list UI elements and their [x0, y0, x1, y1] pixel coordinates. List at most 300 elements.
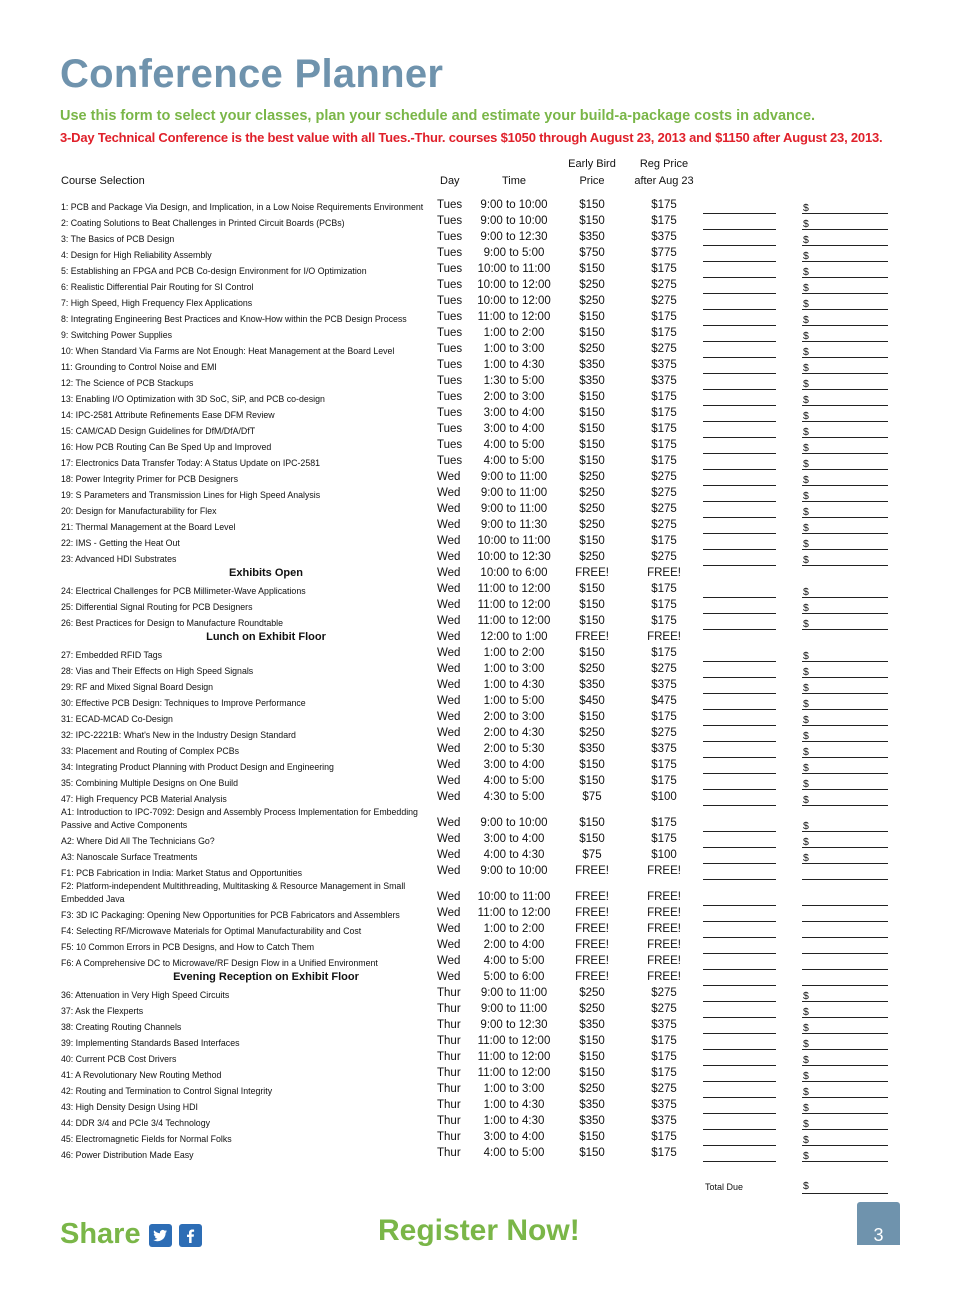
reg-price: $275	[651, 987, 677, 999]
course-time: 11:00 to 12:00	[477, 1067, 551, 1079]
early-bird-price: $150	[579, 327, 605, 339]
cost-dollar-sign: $	[803, 1118, 809, 1130]
table-row	[0, 614, 960, 630]
course-name: 44: DDR 3/4 and PCIe 3/4 Technology	[61, 1117, 210, 1128]
course-time: 10:00 to 6:00	[480, 567, 548, 579]
course-day: Wed	[437, 759, 461, 771]
twitter-icon[interactable]	[149, 1224, 172, 1247]
reg-price: $275	[651, 503, 677, 515]
course-time: 9:00 to 11:00	[480, 471, 548, 483]
course-time: 1:00 to 3:00	[483, 343, 545, 355]
course-time: 10:00 to 12:00	[477, 279, 551, 291]
reg-price: $175	[651, 423, 677, 435]
early-bird-price: $75	[582, 849, 602, 861]
page-title: Conference Planner	[60, 52, 444, 96]
course-name: 14: IPC-2581 Attribute Refinements Ease DFM Review	[61, 409, 275, 420]
cost-dollar-sign: $	[803, 250, 809, 262]
early-bird-price: $250	[579, 1083, 605, 1095]
cost-dollar-sign: $	[803, 458, 809, 470]
early-bird-price: $350	[579, 1115, 605, 1127]
course-time: 1:00 to 2:00	[483, 327, 545, 339]
reg-price: $275	[651, 1003, 677, 1015]
course-name: 20: Design for Manufacturability for Flex	[61, 505, 217, 516]
early-bird-price: $250	[579, 295, 605, 307]
reg-price: $175	[651, 583, 677, 595]
course-time: 4:00 to 4:30	[483, 849, 545, 861]
reg-price: $175	[651, 439, 677, 451]
event-name: Exhibits Open	[229, 567, 303, 579]
course-day: Thur	[437, 1131, 461, 1143]
early-bird-price: $150	[579, 1067, 605, 1079]
early-bird-price: $150	[579, 817, 605, 829]
reg-price: $375	[651, 679, 677, 691]
course-day: Wed	[437, 775, 461, 787]
course-name: 12: The Science of PCB Stackups	[61, 377, 194, 388]
early-bird-price: $150	[579, 311, 605, 323]
reg-price: $175	[651, 1147, 677, 1159]
reg-price: $475	[651, 695, 677, 707]
table-row	[0, 342, 960, 358]
course-day: Wed	[437, 615, 461, 627]
cost-dollar-sign: $	[803, 1150, 809, 1162]
table-row	[0, 310, 960, 326]
event-name: Lunch on Exhibit Floor	[206, 631, 326, 643]
course-day: Thur	[437, 1099, 461, 1111]
early-bird-price: $150	[579, 1131, 605, 1143]
early-bird-price: $150	[579, 599, 605, 611]
header-early-price: Price	[579, 175, 605, 187]
cost-dollar-sign: $	[803, 778, 809, 790]
page-number: 3	[857, 1202, 900, 1245]
header-course-selection: Course Selection	[61, 175, 145, 187]
early-bird-price: FREE!	[575, 865, 609, 877]
early-bird-price: $150	[579, 439, 605, 451]
register-now-link[interactable]: Register Now!	[378, 1214, 580, 1247]
course-name: F3: 3D IC Packaging: Opening New Opportunities for PCB Fabricators and Assemblers	[61, 909, 400, 920]
course-time: 3:00 to 4:00	[483, 423, 545, 435]
early-bird-price: FREE!	[575, 891, 609, 903]
course-day: Tues	[437, 327, 463, 339]
table-row	[0, 1050, 960, 1066]
table-row	[0, 1114, 960, 1130]
course-time: 1:00 to 4:30	[483, 1099, 545, 1111]
course-day: Wed	[437, 891, 461, 903]
early-bird-price: $150	[579, 759, 605, 771]
course-name: 15: CAM/CAD Design Guidelines for DfM/DfA/DfT	[61, 425, 256, 436]
course-time: 4:00 to 5:00	[483, 955, 545, 967]
early-bird-price: $150	[579, 535, 605, 547]
cost-dollar-sign: $	[803, 714, 809, 726]
course-time: 9:00 to 10:00	[480, 865, 548, 877]
course-day: Wed	[437, 791, 461, 803]
cost-dollar-sign: $	[803, 378, 809, 390]
course-day: Wed	[437, 535, 461, 547]
course-day: Tues	[437, 263, 463, 275]
course-time: 10:00 to 11:00	[477, 535, 551, 547]
event-row	[0, 970, 960, 986]
course-name: 34: Integrating Product Planning with Product Design and Engineering	[61, 761, 334, 772]
course-time: 9:00 to 12:30	[480, 231, 548, 243]
early-bird-price: FREE!	[575, 567, 609, 579]
early-bird-price: $350	[579, 1099, 605, 1111]
course-day: Thur	[437, 1115, 461, 1127]
table-row	[0, 390, 960, 406]
course-day: Tues	[437, 311, 463, 323]
cost-dollar-sign: $	[803, 538, 809, 550]
cost-dollar-sign: $	[803, 618, 809, 630]
course-day: Wed	[437, 711, 461, 723]
cost-dollar-sign: $	[803, 426, 809, 438]
reg-price: $175	[651, 199, 677, 211]
course-name: 36: Attenuation in Very High Speed Circuits	[61, 989, 230, 1000]
course-time: 11:00 to 12:00	[477, 1035, 551, 1047]
table-row	[0, 906, 960, 922]
early-bird-price: $150	[579, 199, 605, 211]
course-name: 39: Implementing Standards Based Interfaces	[61, 1037, 240, 1048]
reg-price: $275	[651, 663, 677, 675]
cost-dollar-sign: $	[803, 202, 809, 214]
course-time: 11:00 to 12:00	[477, 583, 551, 595]
reg-price: $100	[651, 849, 677, 861]
cost-dollar-sign: $	[803, 1038, 809, 1050]
course-name: 45: Electromagnetic Fields for Normal Folks	[61, 1133, 232, 1144]
course-time: 1:00 to 4:30	[483, 679, 545, 691]
early-bird-price: $150	[579, 1147, 605, 1159]
reg-price: $175	[651, 833, 677, 845]
reg-price: $175	[651, 455, 677, 467]
course-time: 1:00 to 2:00	[483, 923, 545, 935]
reg-price: $275	[651, 1083, 677, 1095]
reg-price: $375	[651, 231, 677, 243]
table-row	[0, 986, 960, 1002]
reg-price: $375	[651, 1099, 677, 1111]
table-row	[0, 454, 960, 470]
course-name: 6: Realistic Differential Pair Routing for SI Control	[61, 281, 254, 292]
table-row	[0, 550, 960, 566]
course-time: 10:00 to 11:00	[477, 891, 551, 903]
course-day: Tues	[437, 199, 463, 211]
course-day: Wed	[437, 487, 461, 499]
course-name: 7: High Speed, High Frequency Flex Applications	[61, 297, 253, 308]
early-bird-price: $150	[579, 833, 605, 845]
early-bird-price: FREE!	[575, 939, 609, 951]
course-time: 11:00 to 12:00	[477, 615, 551, 627]
table-row	[0, 758, 960, 774]
reg-price: $275	[651, 343, 677, 355]
course-day: Tues	[437, 391, 463, 403]
course-day: Tues	[437, 423, 463, 435]
early-bird-price: $150	[579, 711, 605, 723]
course-name: F2: Platform-independent Multithreading, Multitasking & Resource Management in Small Embedded Java	[61, 881, 406, 904]
table-row	[0, 502, 960, 518]
course-time: 1:00 to 2:00	[483, 647, 545, 659]
early-bird-price: FREE!	[575, 907, 609, 919]
cost-dollar-sign: $	[803, 442, 809, 454]
table-row	[0, 922, 960, 938]
course-time: 1:00 to 4:30	[483, 1115, 545, 1127]
early-bird-price: $150	[579, 215, 605, 227]
cost-dollar-sign: $	[803, 794, 809, 806]
course-name: 27: Embedded RFID Tags	[61, 649, 163, 660]
course-time: 12:00 to 1:00	[480, 631, 548, 643]
reg-price: $175	[651, 759, 677, 771]
early-bird-price: $350	[579, 359, 605, 371]
cost-dollar-sign: $	[803, 836, 809, 848]
course-time: 9:00 to 11:00	[480, 1003, 548, 1015]
course-day: Wed	[437, 679, 461, 691]
course-name: 35: Combining Multiple Designs on One Build	[61, 777, 239, 788]
course-day: Wed	[437, 923, 461, 935]
table-row	[0, 406, 960, 422]
early-bird-price: $250	[579, 1003, 605, 1015]
table-row	[0, 1066, 960, 1082]
course-name: A3: Nanoscale Surface Treatments	[61, 851, 198, 862]
cost-dollar-sign: $	[803, 394, 809, 406]
cost-dollar-sign: $	[803, 1086, 809, 1098]
course-day: Wed	[437, 471, 461, 483]
early-bird-price: $250	[579, 487, 605, 499]
course-name: 38: Creating Routing Channels	[61, 1021, 182, 1032]
cost-dollar-sign: $	[803, 762, 809, 774]
table-row	[0, 374, 960, 390]
early-bird-price: $150	[579, 423, 605, 435]
cost-field[interactable]	[802, 1161, 888, 1162]
cost-dollar-sign: $	[803, 266, 809, 278]
course-day: Wed	[437, 817, 461, 829]
reg-price: $175	[651, 311, 677, 323]
course-name: 9: Switching Power Supplies	[61, 329, 172, 340]
table-row	[0, 188, 960, 214]
reg-price: $375	[651, 1115, 677, 1127]
course-day: Wed	[437, 695, 461, 707]
course-day: Thur	[437, 987, 461, 999]
cost-dollar-sign: $	[803, 1054, 809, 1066]
course-name: 21: Thermal Management at the Board Level	[61, 521, 236, 532]
course-name: 43: High Density Design Using HDI	[61, 1101, 198, 1112]
header-time: Time	[501, 175, 527, 187]
offer-text: 3-Day Technical Conference is the best value with all Tues.-Thur. courses $1050 through August 23, 2013 and $1150 after August 23, 2013.	[60, 130, 883, 145]
course-day: Thur	[437, 1035, 461, 1047]
course-name: F1: PCB Fabrication in India: Market Status and Opportunities	[61, 867, 303, 878]
event-name: Evening Reception on Exhibit Floor	[173, 971, 359, 983]
early-bird-price: $350	[579, 375, 605, 387]
cost-dollar-sign: $	[803, 666, 809, 678]
course-time: 4:00 to 5:00	[483, 1147, 545, 1159]
course-day: Wed	[437, 583, 461, 595]
course-time: 9:00 to 10:00	[480, 215, 548, 227]
early-bird-price: $350	[579, 1019, 605, 1031]
header-early-bird: Early Bird	[568, 158, 616, 170]
subtitle: Use this form to select your classes, plan your schedule and estimate your build-a-package costs in advance.	[60, 108, 816, 124]
reg-price: $375	[651, 1019, 677, 1031]
course-name: 24: Electrical Challenges for PCB Millimeter-Wave Applications	[61, 585, 306, 596]
table-row	[0, 1082, 960, 1098]
table-row	[0, 774, 960, 790]
selection-field[interactable]	[703, 1161, 776, 1162]
cost-dollar-sign: $	[803, 522, 809, 534]
course-time: 3:00 to 4:00	[483, 833, 545, 845]
reg-price: FREE!	[647, 567, 681, 579]
reg-price: $175	[651, 407, 677, 419]
reg-price: $175	[651, 1035, 677, 1047]
reg-price: $175	[651, 711, 677, 723]
reg-price: $175	[651, 1131, 677, 1143]
cost-dollar-sign: $	[803, 586, 809, 598]
table-row	[0, 598, 960, 614]
course-day: Tues	[437, 359, 463, 371]
course-day: Wed	[437, 631, 461, 643]
cost-dollar-sign: $	[803, 506, 809, 518]
cost-dollar-sign: $	[803, 1070, 809, 1082]
header-after-aug: after Aug 23	[634, 175, 694, 187]
cost-dollar-sign: $	[803, 218, 809, 230]
course-name: A2: Where Did All The Technicians Go?	[61, 835, 215, 846]
early-bird-price: $250	[579, 503, 605, 515]
course-time: 9:00 to 10:00	[480, 817, 548, 829]
early-bird-price: $150	[579, 1035, 605, 1047]
course-day: Thur	[437, 1019, 461, 1031]
cost-dollar-sign: $	[803, 330, 809, 342]
course-name: 30: Effective PCB Design: Techniques to Improve Performance	[61, 697, 306, 708]
early-bird-price: $750	[579, 247, 605, 259]
course-day: Wed	[437, 519, 461, 531]
course-name: 2: Coating Solutions to Beat Challenges in Printed Circuit Boards (PCBs)	[61, 217, 345, 228]
reg-price: $375	[651, 375, 677, 387]
table-row	[0, 1146, 960, 1162]
course-time: 3:00 to 4:00	[483, 759, 545, 771]
course-name: 13: Enabling I/O Optimization with 3D SoC, SiP, and PCB co-design	[61, 393, 325, 404]
table-row	[0, 726, 960, 742]
course-time: 9:00 to 11:30	[480, 519, 548, 531]
table-row	[0, 1002, 960, 1018]
course-name: 16: How PCB Routing Can Be Sped Up and Improved	[61, 441, 272, 452]
table-row	[0, 438, 960, 454]
course-day: Wed	[437, 939, 461, 951]
facebook-icon[interactable]	[179, 1224, 202, 1247]
reg-price: FREE!	[647, 891, 681, 903]
early-bird-price: $250	[579, 727, 605, 739]
cost-dollar-sign: $	[803, 682, 809, 694]
total-due-dollar: $	[803, 1180, 809, 1192]
course-day: Tues	[437, 407, 463, 419]
course-name: F5: 10 Common Errors in PCB Designs, and How to Catch Them	[61, 941, 315, 952]
course-day: Wed	[437, 907, 461, 919]
course-time: 3:00 to 4:00	[483, 407, 545, 419]
header-day: Day	[440, 175, 460, 187]
cost-dollar-sign: $	[803, 746, 809, 758]
event-row	[0, 566, 960, 582]
reg-price: $275	[651, 279, 677, 291]
course-name: 3: The Basics of PCB Design	[61, 233, 175, 244]
early-bird-price: FREE!	[575, 955, 609, 967]
course-name: 32: IPC-2221B: What's New in the Industry Design Standard	[61, 729, 296, 740]
course-name: 33: Placement and Routing of Complex PCBs	[61, 745, 239, 756]
early-bird-price: FREE!	[575, 923, 609, 935]
course-time: 4:30 to 5:00	[483, 791, 545, 803]
total-due-field[interactable]	[802, 1193, 888, 1194]
table-row	[0, 864, 960, 880]
cost-dollar-sign: $	[803, 1022, 809, 1034]
early-bird-price: $150	[579, 583, 605, 595]
early-bird-price: $350	[579, 743, 605, 755]
reg-price: $175	[651, 263, 677, 275]
cost-dollar-sign: $	[803, 1006, 809, 1018]
course-day: Wed	[437, 727, 461, 739]
course-day: Wed	[437, 833, 461, 845]
reg-price: FREE!	[647, 907, 681, 919]
early-bird-price: $250	[579, 519, 605, 531]
course-time: 10:00 to 11:00	[477, 263, 551, 275]
course-day: Wed	[437, 567, 461, 579]
course-name: 40: Current PCB Cost Drivers	[61, 1053, 177, 1064]
reg-price: FREE!	[647, 631, 681, 643]
course-name: 22: IMS - Getting the Heat Out	[61, 537, 180, 548]
course-name: 11: Grounding to Control Noise and EMI	[61, 361, 217, 372]
cost-dollar-sign: $	[803, 346, 809, 358]
table-row	[0, 214, 960, 230]
reg-price: $175	[651, 775, 677, 787]
course-name: 18: Power Integrity Primer for PCB Designers	[61, 473, 238, 484]
course-time: 1:30 to 5:00	[483, 375, 545, 387]
reg-price: $275	[651, 295, 677, 307]
cost-dollar-sign: $	[803, 362, 809, 374]
table-row	[0, 262, 960, 278]
reg-price: $275	[651, 471, 677, 483]
course-name: F4: Selecting RF/Microwave Materials for Optimal Manufacturability and Cost	[61, 925, 362, 936]
reg-price: FREE!	[647, 923, 681, 935]
early-bird-price: $350	[579, 679, 605, 691]
table-row	[0, 694, 960, 710]
course-time: 3:00 to 4:00	[483, 1131, 545, 1143]
cost-dollar-sign: $	[803, 650, 809, 662]
early-bird-price: $150	[579, 407, 605, 419]
reg-price: FREE!	[647, 865, 681, 877]
course-day: Tues	[437, 231, 463, 243]
table-row	[0, 662, 960, 678]
cost-dollar-sign: $	[803, 1102, 809, 1114]
early-bird-price: $350	[579, 231, 605, 243]
header-reg-price: Reg Price	[639, 158, 689, 170]
course-day: Tues	[437, 215, 463, 227]
reg-price: $175	[651, 327, 677, 339]
early-bird-price: $150	[579, 775, 605, 787]
course-name: 42: Routing and Termination to Control Signal Integrity	[61, 1085, 273, 1096]
early-bird-price: FREE!	[575, 631, 609, 643]
course-day: Tues	[437, 439, 463, 451]
course-day: Wed	[437, 955, 461, 967]
cost-dollar-sign: $	[803, 1134, 809, 1146]
course-day: Wed	[437, 503, 461, 515]
reg-price: $175	[651, 615, 677, 627]
cost-dollar-sign: $	[803, 602, 809, 614]
course-time: 2:00 to 3:00	[483, 711, 545, 723]
course-time: 5:00 to 6:00	[483, 971, 545, 983]
course-name: 41: A Revolutionary New Routing Method	[61, 1069, 222, 1080]
table-row	[0, 534, 960, 550]
course-day: Wed	[437, 647, 461, 659]
table-row	[0, 1130, 960, 1146]
course-time: 1:00 to 5:00	[483, 695, 545, 707]
reg-price: $275	[651, 551, 677, 563]
table-row	[0, 294, 960, 310]
early-bird-price: $150	[579, 263, 605, 275]
reg-price: $375	[651, 743, 677, 755]
course-name: 4: Design for High Reliability Assembly	[61, 249, 212, 260]
cost-dollar-sign: $	[803, 730, 809, 742]
share-label: Share	[60, 1218, 141, 1250]
course-name: 23: Advanced HDI Substrates	[61, 553, 177, 564]
course-time: 10:00 to 12:00	[477, 295, 551, 307]
